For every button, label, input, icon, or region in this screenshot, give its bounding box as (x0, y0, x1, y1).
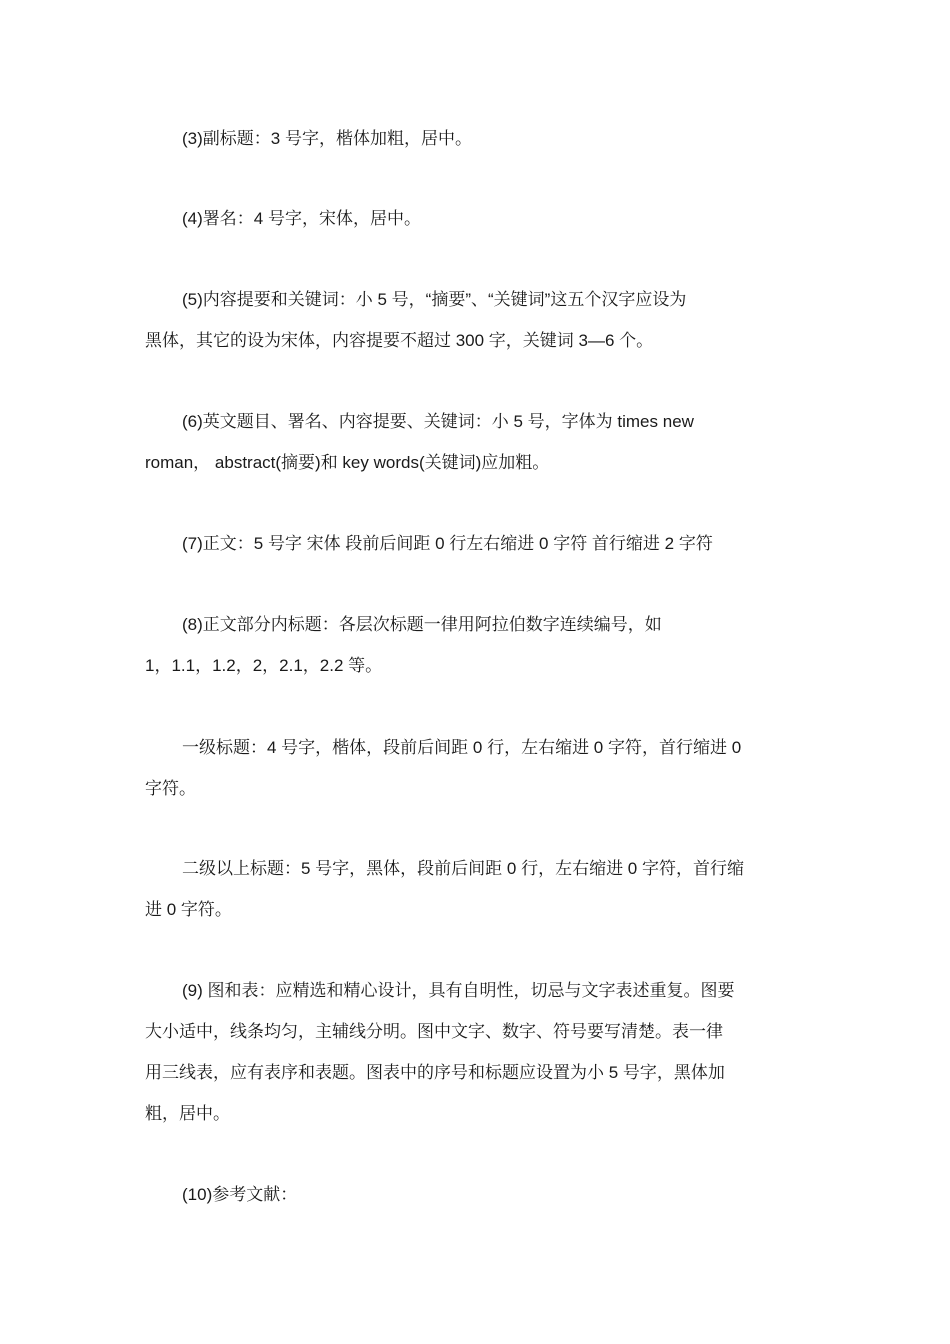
paragraph-author-format (145, 198, 810, 239)
paragraph-line: (7)正文：5 号字 宋体 段前后间距 0 行左右缩进 0 字符 首行缩进 2 字符 (182, 534, 713, 553)
paragraph-line: 一级标题：4 号字，楷体，段前后间距 0 行，左右缩进 0 字符，首行缩进 0 (182, 738, 742, 757)
paragraph-line: 1，1.1，1.2，2，2.1，2.2 等。 (145, 656, 383, 675)
paragraph-english-format (145, 401, 810, 483)
paragraph-body-format (145, 523, 810, 564)
paragraph-line: 黑体，其它的设为宋体，内容提要不超过 300 字，关键词 3—6 个。 (145, 331, 654, 350)
paragraph-level1-heading (145, 727, 810, 809)
paragraph-line: 二级以上标题：5 号字，黑体，段前后间距 0 行，左右缩进 0 字符，首行缩 (182, 859, 744, 878)
paragraph-line: 用三线表，应有表序和表题。图表中的序号和标题应设置为小 5 号字，黑体加 (145, 1063, 725, 1082)
paragraph-line: (9) 图和表：应精选和精心设计，具有自明性，切忌与文字表述重复。图要 (182, 981, 735, 1000)
paragraph-figures-tables (145, 970, 810, 1134)
paragraph-abstract-keywords-format (145, 279, 810, 361)
paragraph-line: (10)参考文献： (182, 1185, 298, 1204)
paragraph-line: 字符。 (145, 779, 196, 798)
paragraph-line: (4)署名：4 号字，宋体，居中。 (182, 209, 421, 228)
paragraph-level2-heading (145, 848, 810, 930)
paragraph-line: (5)内容提要和关键词：小 5 号，“摘要”、“关键词”这五个汉字应设为 (182, 290, 687, 309)
paragraph-heading-numbering (145, 604, 810, 686)
paragraph-subtitle-format (145, 118, 810, 159)
paragraph-line: 进 0 字符。 (145, 900, 232, 919)
paragraph-line: roman， abstract(摘要)和 key words(关键词)应加粗。 (145, 453, 550, 472)
paragraph-references (145, 1174, 810, 1215)
paragraph-line: (8)正文部分内标题：各层次标题一律用阿拉伯数字连续编号，如 (182, 615, 662, 634)
paragraph-line: 大小适中，线条均匀，主辅线分明。图中文字、数字、符号要写清楚。表一律 (145, 1022, 723, 1041)
paragraph-line: (6)英文题目、署名、内容提要、关键词：小 5 号，字体为 times new (182, 412, 694, 431)
paragraph-line: (3)副标题：3 号字，楷体加粗，居中。 (182, 129, 472, 148)
paragraph-line: 粗，居中。 (145, 1104, 230, 1123)
